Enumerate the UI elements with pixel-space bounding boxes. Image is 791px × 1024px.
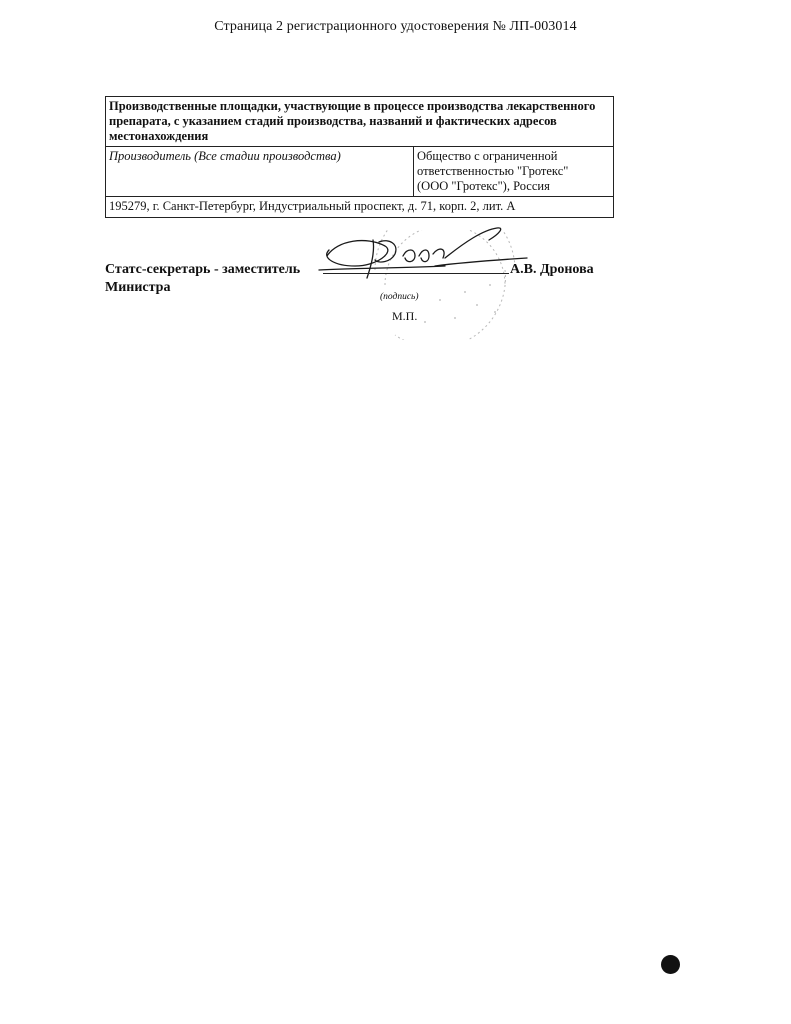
company-line-3: (ООО "Гротекс"), Россия <box>417 179 550 193</box>
manufacturer-company <box>414 147 614 197</box>
signer-name: А.В. Дронова <box>510 262 594 277</box>
manufacturer-role: Производитель (Все стадии производства) <box>106 147 414 197</box>
punch-hole-mark <box>661 955 680 974</box>
manufacturer-row <box>106 147 614 197</box>
table-header-row <box>106 97 614 147</box>
address-row <box>106 197 614 218</box>
page-header: Страница 2 регистрационного удостоверения № ЛП-003014 <box>214 19 577 34</box>
signature-caption: (подпись) <box>380 292 419 302</box>
signature-line <box>323 273 509 274</box>
company-line-1: Общество с ограниченной <box>417 149 558 163</box>
stamp-mark: М.П. <box>392 309 418 323</box>
signer-title-line-2: Министра <box>105 280 171 295</box>
company-line-2: ответственностью "Гротекс" <box>417 164 569 178</box>
signature-block <box>105 261 625 341</box>
signer-title <box>105 261 325 297</box>
production-sites-table <box>105 96 614 218</box>
table-heading: Производственные площадки, участвующие в процессе производства лекарственного препарата, с указанием стадий производства, названий и фактических адресов местонахождения <box>106 97 614 147</box>
manufacturer-address: 195279, г. Санкт-Петербург, Индустриальный проспект, д. 71, корп. 2, лит. А <box>106 197 614 218</box>
signer-title-line-1: Статс-секретарь - заместитель <box>105 262 301 277</box>
